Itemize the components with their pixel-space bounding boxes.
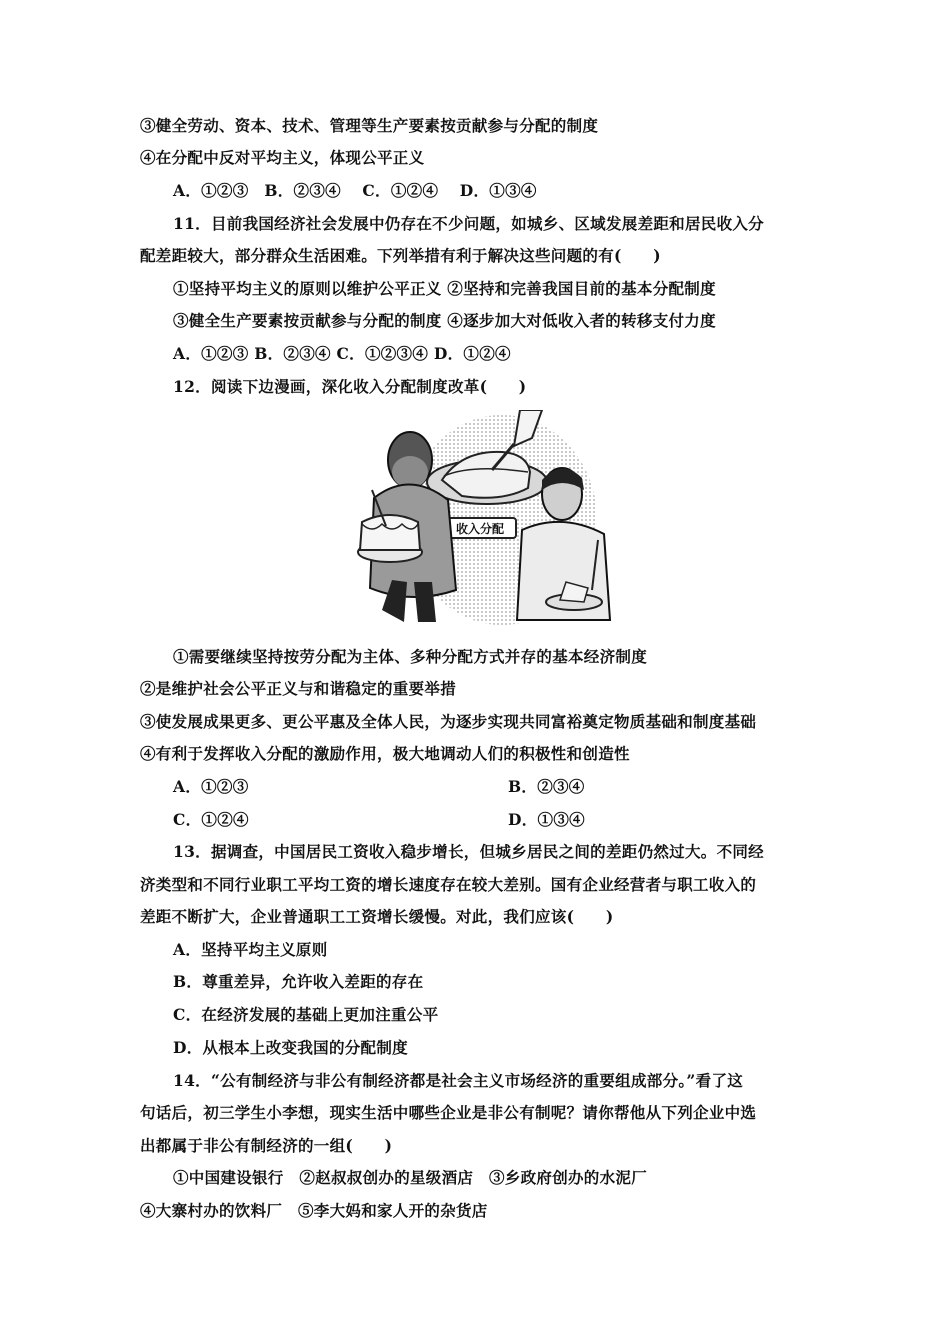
q13-stem-3: 差距不断扩大，企业普通职工工资增长缓慢。对此，我们应该( ) [140, 907, 614, 926]
q12-answer-d: D．①③④ [508, 810, 585, 829]
q14-stem-3: 出都属于非公有制经济的一组( ) [140, 1136, 393, 1155]
q14-stem-2: 句话后，初三学生小李想，现实生活中哪些企业是非公有制呢？请你帮他从下列企业中选 [140, 1103, 757, 1122]
q12-stem: 12．阅读下边漫画，深化收入分配制度改革( ) [173, 377, 527, 396]
q11-options-1: ①坚持平均主义的原则以维护公平正义 ②坚持和完善我国目前的基本分配制度 [173, 279, 716, 298]
q14-stem-1: 14．“公有制经济与非公有制经济都是社会主义市场经济的重要组成部分。”看了这 [173, 1071, 744, 1090]
q11-stem-2: 配差距较大，部分群众生活困难。下列举措有利于解决这些问题的有( ) [140, 246, 661, 265]
q11-answers: A．①②③ B．②③④ C．①②③④ D．①②④ [173, 344, 511, 363]
q12-answer-b: B．②③④ [508, 777, 585, 796]
q12-option-3: ③使发展成果更多、更公平惠及全体人民，为逐步实现共同富裕奠定物质基础和制度基础 [140, 712, 757, 731]
q13-answer-c: C．在经济发展的基础上更加注重公平 [173, 1005, 439, 1024]
cartoon-label: 收入分配 [455, 522, 505, 536]
q12-answer-a: A．①②③ [173, 777, 249, 796]
q11-stem-1: 11．目前我国经济社会发展中仍存在不少问题，如城乡、区域发展差距和居民收入分 [173, 214, 764, 233]
q11-options-2: ③健全生产要素按贡献参与分配的制度 ④逐步加大对低收入者的转移支付力度 [173, 311, 716, 330]
q10-answers: A．①②③ B．②③④ C．①②④ D．①③④ [173, 181, 537, 200]
q12-option-1: ①需要继续坚持按劳分配为主体、多种分配方式并存的基本经济制度 [173, 647, 648, 666]
q12-answer-c: C．①②④ [173, 810, 249, 829]
q13-answer-d: D．从根本上改变我国的分配制度 [173, 1038, 408, 1057]
q12-option-4: ④有利于发挥收入分配的激励作用，极大地调动人们的积极性和创造性 [140, 744, 630, 763]
q13-stem-1: 13．据调查，中国居民工资收入稳步增长，但城乡居民之间的差距仍然过大。不同经 [173, 842, 764, 861]
q10-option-4: ④在分配中反对平均主义，体现公平正义 [140, 148, 425, 167]
q14-options-1: ①中国建设银行 ②赵叔叔创办的星级酒店 ③乡政府创办的水泥厂 [173, 1168, 648, 1187]
q13-answer-a: A．坚持平均主义原则 [173, 940, 328, 959]
q13-answer-b: B．尊重差异，允许收入差距的存在 [173, 972, 424, 991]
q12-option-2: ②是维护社会公平正义与和谐稳定的重要举措 [140, 679, 457, 698]
q10-option-3: ③健全劳动、资本、技术、管理等生产要素按贡献参与分配的制度 [140, 116, 599, 135]
income-distribution-cartoon [352, 410, 614, 628]
q13-stem-2: 济类型和不同行业职工平均工资的增长速度存在较大差别。国有企业经营者与职工收入的 [140, 875, 757, 894]
q14-options-2: ④大寨村办的饮料厂 ⑤李大妈和家人开的杂货店 [140, 1201, 488, 1220]
